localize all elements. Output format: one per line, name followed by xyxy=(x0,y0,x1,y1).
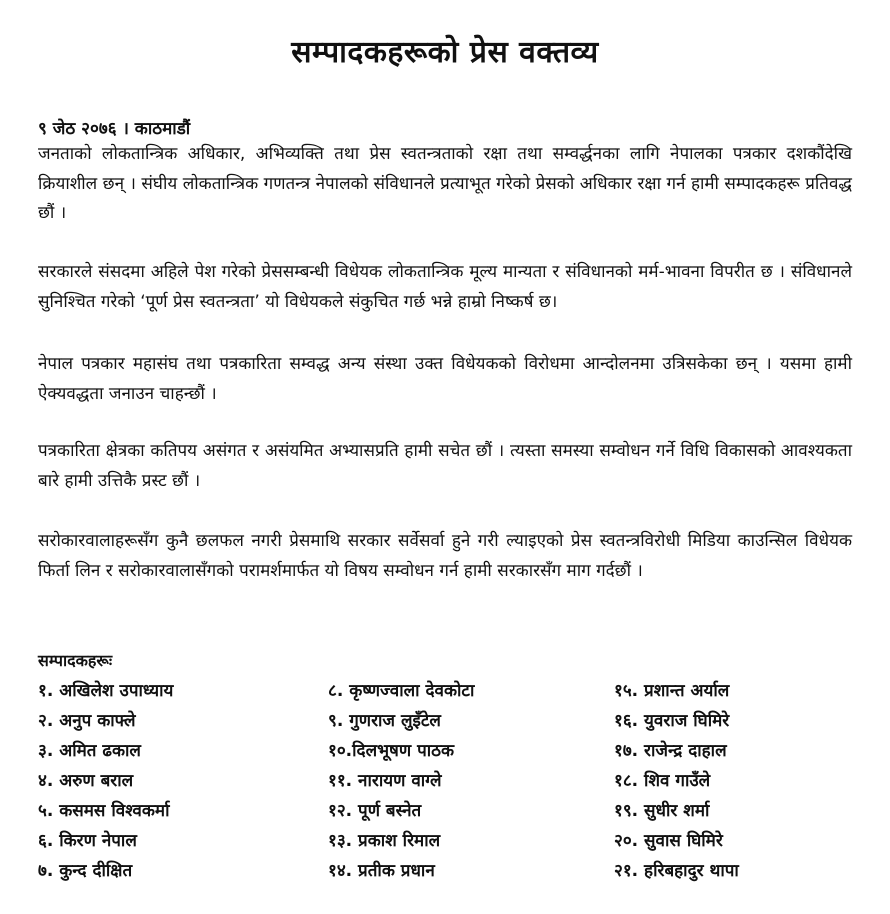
editor-item: १६. युवराज घिमिरे xyxy=(614,711,730,731)
editor-item: २१. हरिबहादुर थापा xyxy=(614,861,739,881)
editors-column-3 xyxy=(614,676,739,886)
editors-list xyxy=(38,676,850,886)
editors-heading: सम्पादकहरूः xyxy=(38,651,113,670)
editors-column-1 xyxy=(38,676,173,886)
page-title: सम्पादकहरूको प्रेस वक्तव्य xyxy=(291,35,599,70)
paragraph-4: पत्रकारिता क्षेत्रका कतिपय असंगत र असंयमित अभ्यासप्रति हामी सचेत छौं । त्यस्ता समस्या सम्वोधन गर्ने विधि विकासको आवश्यकता बारे हामी उत्तिकै प्रस्ट छौं । xyxy=(38,441,852,491)
editor-item: ११. नारायण वाग्ले xyxy=(328,771,442,791)
editor-item: ५. कसमस विश्वकर्मा xyxy=(38,801,170,821)
editor-item: ४. अरुण बराल xyxy=(38,771,134,791)
editor-item: १५. प्रशान्त अर्याल xyxy=(614,681,730,701)
editor-item: ८. कृष्णज्वाला देवकोटा xyxy=(328,681,475,701)
editor-item: २०. सुवास घिमिरे xyxy=(614,831,723,851)
editor-item: १२. पूर्ण बस्नेत xyxy=(328,801,422,821)
paragraph-1: जनताको लोकतान्त्रिक अधिकार, अभिव्यक्ति तथा प्रेस स्वतन्त्रताको रक्षा तथा सम्वर्द्धनका लागि नेपालका पत्रकार दशकौंदेखि क्रियाशील छन् । संघीय लोकतान्त्रिक गणतन्त्र नेपालको संविधानले प्रत्याभूत गरेको प्रेसको अधिकार रक्षा गर्न हामी सम्पादकहरू प्रतिवद्ध छौं । xyxy=(38,144,852,223)
editor-item: १. अखिलेश उपाध्याय xyxy=(38,681,174,701)
paragraph-5: सरोकारवालाहरूसँग कुनै छलफल नगरी प्रेसमाथि सरकार सर्वेसर्वा हुने गरी ल्याइएको प्रेस स्वतन्त्रविरोधी मिडिया काउन्सिल विधेयक फिर्ता लिन र सरोकारवालासँगको परामर्शमार्फत यो विषय सम्वोधन गर्न हामी सरकारसँग माग गर्दछौं । xyxy=(38,531,852,581)
editors-column-2 xyxy=(328,676,474,886)
editor-item: १७. राजेन्द्र दाहाल xyxy=(614,741,727,761)
editor-item: २. अनुप काफ्ले xyxy=(38,711,136,731)
editor-item: ६. किरण नेपाल xyxy=(38,831,137,851)
dateline: ९ जेठ २०७६ । काठमाडौं xyxy=(38,119,191,139)
editor-item: १८. शिव गाउँले xyxy=(614,771,711,791)
editor-item: ३. अमित ढकाल xyxy=(38,741,141,761)
editor-item: १९. सुधीर शर्मा xyxy=(614,801,710,821)
paragraph-2: सरकारले संसदमा अहिले पेश गरेको प्रेससम्बन्धी विधेयक लोकतान्त्रिक मूल्य मान्यता र संविधानको मर्म-भावना विपरीत छ । संविधानले सुनिश्चित गरेको ‘पूर्ण प्रेस स्वतन्त्रता’ यो विधेयकले संकुचित गर्छ भन्ने हाम्रो निष्कर्ष छ। xyxy=(38,262,852,312)
editor-item: ९. गुणराज लुइँटेल xyxy=(328,711,441,731)
editor-item: १०.दिलभूषण पाठक xyxy=(328,741,455,761)
editor-item: १४. प्रतीक प्रधान xyxy=(328,861,435,881)
paragraph-3: नेपाल पत्रकार महासंघ तथा पत्रकारिता सम्वद्ध अन्य संस्था उक्त विधेयकको विरोधमा आन्दोलनमा उत्रिसकेका छन् । यसमा हामी ऐक्यवद्धता जनाउन चाहन्छौं । xyxy=(38,354,852,404)
editor-item: १३. प्रकाश रिमाल xyxy=(328,831,441,851)
editor-item: ७. कुन्द दीक्षित xyxy=(38,861,133,881)
